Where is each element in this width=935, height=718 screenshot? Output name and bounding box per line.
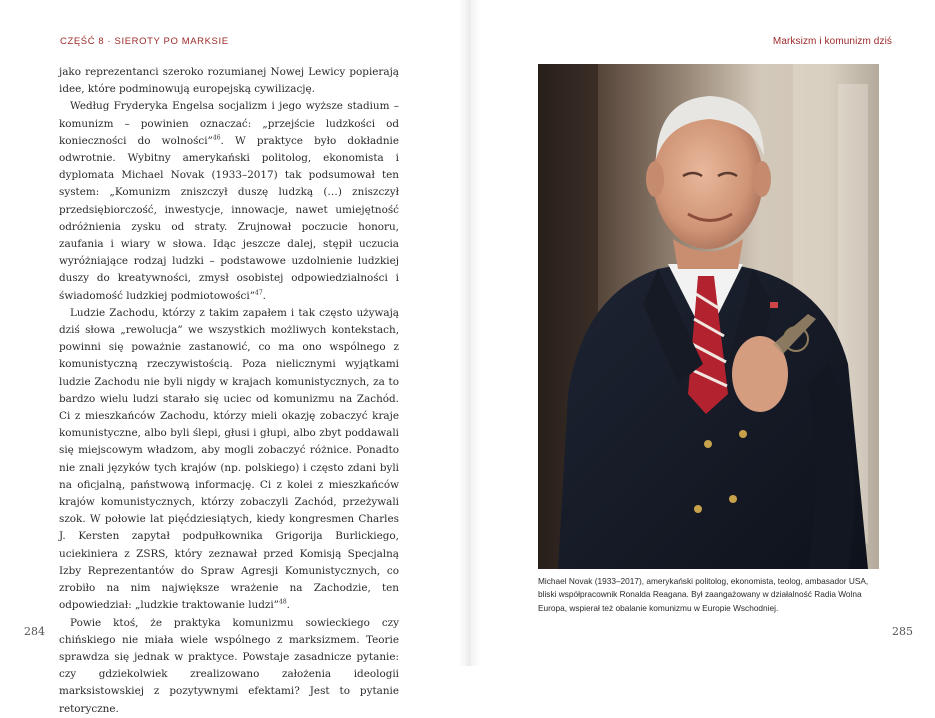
footnote-ref[interactable]: 47 bbox=[255, 289, 263, 297]
paragraph: Powie ktoś, że praktyka komunizmu sowieckiego czy chińskiego nie miała wiele wspólnego z marksizmem. Teorie sprawdza się jednak w praktyce. Powstaje zasadnicze pytanie: czy gdziekolwiek zrealizowano założenia ideologii marksistowskiej z pozytywnymi efektami? Jest to pytanie retoryczne. bbox=[59, 616, 399, 715]
footnote-ref[interactable]: 46 bbox=[212, 134, 221, 142]
photo-caption: Michael Novak (1933–2017), amerykański politolog, ekonomista, teolog, ambasador USA, bliski współpracownik Ronalda Reagana. Był zaangażowany w działalność Radia Wolna Europa, wspierał też obalanie komunizmu w Europie Wschodniej. bbox=[538, 576, 869, 613]
paragraph: Ludzie Zachodu, którzy z takim zapałem i tak często używają dziś słowa „rewolucja” we wszystkich możliwych kontekstach, powinni się poważnie zastanowić, co ma ono wspólnego z komunistyczną rzeczywistością. Poza nielicznymi wyjątkami ludzie Zachodu nie byli nigdy w krajach komunistycznych, za to bardzo wielu ludzi starało się uciec od komunizmu na Zachód. Ci z mieszkańców Zachodu, którzy mieli okazję zobaczyć kraje komunistyczne, albo byli ślepi, głusi i głupi, albo zbyt poddawali się miejscowym władzom, aby mogli zobaczyć różnice. Ponadto nie znali języków tych krajów (np. polskiego) i często zdani byli na oficjalną, państwową informację. Ci z kolei z mieszkańców krajów komunistycznych, którzy zobaczyli Zachód, przeżywali szok. W połowie lat pięćdziesiątych, kiedy kongresmen Charles J. Kersten zapytał podpułkownika Grigorija Burlickiego, uciekiniera z ZSRS, który zeznawał przed Komisją Specjalną Izby Reprezentantów do Spraw Agresji Komunistycznych, co zrobiło na nim największe wrażenie na Zachodzie, ten odpowiedział: „ludzkie traktowanie ludzi”$^{48}$. bbox=[59, 306, 399, 612]
running-head-right: Marksizm i komunizm dziś bbox=[772, 36, 892, 47]
page-number-right: 285 bbox=[892, 625, 913, 638]
body-text bbox=[59, 64, 399, 718]
book-gutter bbox=[458, 0, 480, 666]
paragraph: jako reprezentanci szeroko rozumianej Nowej Lewicy popierają idee, które podminowują europejską cywilizację. bbox=[59, 66, 399, 96]
portrait-illustration bbox=[538, 64, 879, 569]
portrait-photo bbox=[538, 64, 879, 569]
footnote-ref[interactable]: 48 bbox=[279, 598, 287, 606]
paragraph: Według Fryderyka Engelsa socjalizm i jego wyższe stadium – komunizm – powinien oznaczać: „przejście ludzkości od konieczności do wolności”$^{46}$. W praktyce było dokładnie odwrotnie. Wybitny amerykański politolog, ekonomista i dyplomata Michael Novak (1933–2017) tak podsumował ten system: „Komunizm zniszczył duszę ludzką (…) zniszczył przedsiębiorczość, inwestycje, innowacje, nawet umiejętność odróżnienia zysku od straty. Zrujnował poczucie honoru, zaufania i wiary w słowa. Idąc jeszcze dalej, stępił uczucia wyróżniające rodzaj ludzki – podstawowe uzdolnienie ludzkiej duszy do kreatywności, zmysł osobistej odpowiedzialności i świadomość ludzkiej podmiotowości”$^{47}$. bbox=[59, 100, 399, 302]
right-page bbox=[468, 0, 935, 666]
page-number-left: 284 bbox=[24, 625, 45, 638]
running-head-left: CZĘŚĆ 8 · SIEROTY PO MARKSIE bbox=[60, 36, 229, 47]
